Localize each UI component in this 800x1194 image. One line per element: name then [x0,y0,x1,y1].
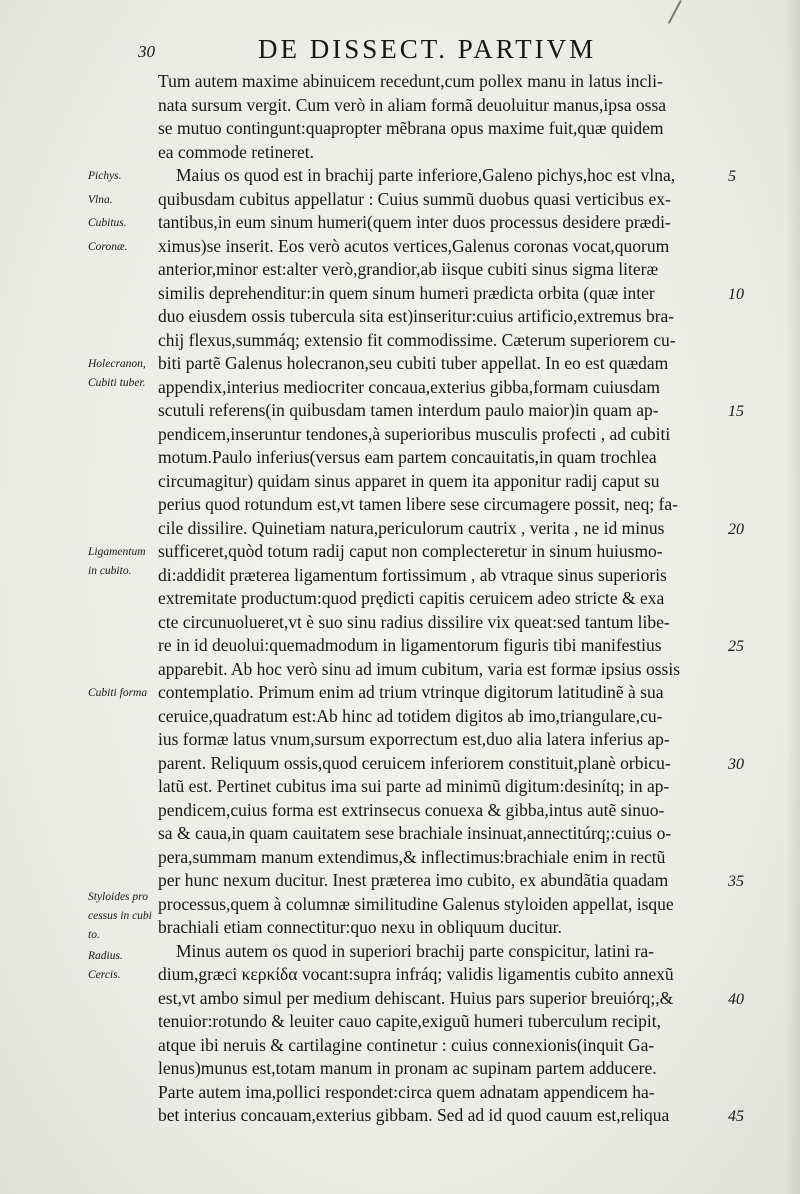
page-header [138,34,758,66]
text-line: anterior,minor est:alter verò,grandior,ab iisque cubiti sinus sigma literæ [158,259,659,279]
line-number: 15 [728,403,744,420]
text-line: Minus autem os quod in superiori brachij parte conspicitur, latini ra- [176,940,655,961]
text-line: se mutuo contingunt:quapropter mẽbrana opus maxime fuit,quæ quidem [158,118,664,138]
text-line: dium,græci κερκίδα vocant:supra infráq; validis ligamentis cubito annexũ [158,964,674,984]
text-line: atque ibi neruis & cartilagine continetur : cuius connexionis(inquit Ga- [158,1034,655,1055]
text-line: chij flexus,summáq; extensio fit commodissime. Cæterum superiorem cu- [158,329,676,350]
page-spine-shadow [786,0,800,1194]
text-line: brachiali etiam connectitur:quo nexu in obliquum ducitur. [158,917,562,937]
text-line: quibusdam cubitus appellatur : Cuius summũ duobus quasi verticibus ex- [158,188,671,209]
text-line: Parte autem ima,pollici respondet:circa quem adnatam appendicem ha- [158,1081,655,1102]
text-line: similis deprehenditur:in quem sinum humeri prædicta orbita (quæ inter [158,282,655,303]
text-line: motum.Paulo inferius(versus eam partem concauitatis,in quam trochlea [158,447,657,467]
text-line: di:addidit præterea ligamentum fortissimum , ab vtraque sinus superioris [158,564,667,585]
text-line: biti partẽ Galenus holecranon,seu cubiti tuber appellat. In eo est quædam [158,353,669,373]
text-line: latũ est. Pertinet cubitus ima sui parte ad minimũ digitum:desinítq; in ap- [158,776,670,796]
marginal-note: Coronæ. [88,240,128,253]
ink-stroke-mark [668,0,682,24]
text-line: Maius os quod est in brachij parte inferiore,Galeno pichys,hoc est vlna, [176,165,676,185]
text-line: tantibus,in eum sinum humeri(quem inter duos processus desidere prædi- [158,212,671,232]
text-line: perius quod rotundum est,vt tamen libere sese circumagere possit, neq; fa- [158,494,678,514]
marginal-note: Vlna. [88,193,113,206]
text-line: bet interius concauam,exterius gibbam. Sed ad id quod cauum est,reliqua [158,1105,670,1125]
text-line: ceruice,quadratum est:Ab hinc ad totidem digitos ab imo,triangulare,cu- [158,705,663,726]
line-number: 25 [728,638,744,655]
marginal-note: Ligamentum [88,546,146,558]
text-line: scutuli referens(in quibusdam tamen interdum paulo maior)in quam ap- [158,400,659,420]
text-line: duo eiusdem ossis tubercula sita est)inseritur:cuius artificio,extremus bra- [158,306,675,326]
text-line: parent. Reliquum ossis,quod ceruicem inferiorem constituit,planè orbicu- [158,752,671,773]
text-line: cte circunuolueret,vt è suo sinu radius dissilire vix queat:sed tantum libe- [158,611,670,632]
line-number: 35 [728,873,744,890]
text-line: cile dissilire. Quinetiam natura,periculorum cautrix , verita , ne id minus [158,517,665,538]
text-line: ea commode retineret. [158,141,314,162]
line-number: 45 [728,1108,744,1125]
marginal-note: cessus in cubi [88,910,152,923]
marginal-note: Cubiti tuber. [88,376,146,389]
text-line: extremitate productum:quod prędicti capitis ceruicem adeo stricte & exa [158,588,665,608]
line-number: 10 [728,285,744,303]
text-line: Tum autem maxime abinuicem recedunt,cum pollex manu in latus incli- [158,71,663,91]
text-line: appendix,interius mediocriter concaua,exterius gibba,formam cuiusdam [158,376,660,397]
marginal-note: Styloides pro [88,891,148,904]
marginal-note: Pichys. [88,170,122,182]
marginal-note: Holecranon, [88,358,146,370]
running-title: DE DISSECT. PARTIVM [258,34,597,64]
marginal-note: Cercis. [88,969,121,981]
text-line: sa & caua,in quam cauitatem sese brachiale insinuat,annectitúrq;:cuius o- [158,823,672,843]
text-line: sufficeret,quòd totum radij caput non complecteretur in sinum huiusmo- [158,541,663,561]
marginal-note: to. [88,929,100,942]
text-line: circumagitur) quidam sinus apparet in quem ita apponitur radij caput su [158,470,660,491]
marginal-note: in cubito. [88,564,132,577]
text-line: lenus)munus est,totam manum in pronam ac supinam partem adducere. [158,1058,657,1078]
marginal-note: Cubiti forma [88,687,148,699]
text-line: contemplatio. Primum enim ad trium vtrinque digitorum latitudinẽ à sua [158,682,664,702]
text-line: pendicem,inseruntur tendones,à superioribus musculis profecti , ad cubiti [158,423,671,444]
main-text-block [158,70,728,1128]
text-line: est,vt ambo simul per medium dehiscant. Huius pars superior breuiórq;,& [158,987,674,1008]
line-number: 30 [728,755,744,773]
text-line: processus,quem à columnæ similitudine Galenus styloiden appellat, isque [158,893,674,914]
marginal-note: Radius. [88,950,123,963]
text-line: tenuior:rotundo & leuiter cauo capite,exiguũ humeri tuberculum recipit, [158,1011,661,1031]
text-line: re in id deuolui:quemadmodum in ligamentorum figuris tibi manifestius [158,635,662,655]
text-line: apparebit. Ab hoc verò sinu ad imum cubitum, varia est formæ ipsius ossis [158,658,681,679]
text-line: ximus)se inserit. Eos verò acutos vertices,Galenus coronas vocat,quorum [158,235,670,256]
line-number: 5 [728,168,736,185]
text-line: pendicem,cuius forma est extrinsecus conuexa & gibba,intus autẽ sinuo- [158,799,665,820]
line-number: 20 [728,520,744,538]
text-line: nata sursum vergit. Cum verò in aliam formã deuoluitur manus,ipsa ossa [158,94,667,115]
line-number: 40 [728,990,744,1008]
text-line: per hunc nexum ducitur. Inest præterea imo cubito, ex abundãtia quadam [158,870,669,890]
text-line: ius formæ latus vnum,sursum exporrectum est,duo alia latera inferius ap- [158,729,670,749]
folio-number: 30 [138,42,155,61]
text-line: pera,summam manum extendimus,& inflectimus:brachiale enim in rectũ [158,846,666,867]
marginal-note: Cubitus. [88,217,127,229]
